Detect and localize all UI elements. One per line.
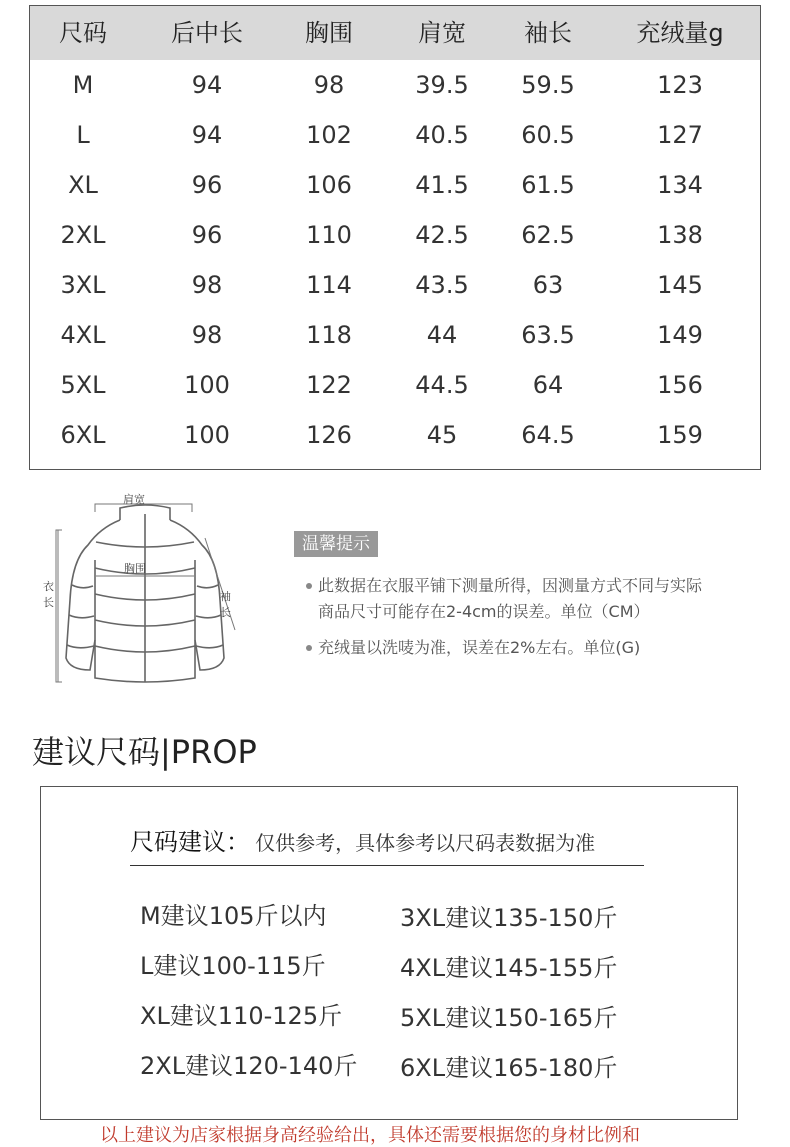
cell-length: 100 bbox=[184, 421, 230, 449]
jacket-measurement-diagram bbox=[40, 490, 250, 690]
recommendation-item: 6XL建议165-180斤 bbox=[400, 1054, 618, 1082]
cell-shoulder: 43.5 bbox=[415, 271, 469, 299]
cell-shoulder: 39.5 bbox=[415, 71, 469, 99]
recommendation-item: 5XL建议150-165斤 bbox=[400, 1004, 618, 1032]
cell-shoulder: 42.5 bbox=[415, 221, 469, 249]
cell-down-fill: 156 bbox=[657, 371, 703, 399]
cell-size: 4XL bbox=[60, 321, 106, 349]
size-table bbox=[29, 5, 761, 470]
cell-sleeve: 61.5 bbox=[521, 171, 575, 199]
cell-size: 5XL bbox=[60, 371, 106, 399]
size-table-header bbox=[30, 6, 760, 60]
cell-size: L bbox=[76, 121, 90, 149]
cell-sleeve: 62.5 bbox=[521, 221, 575, 249]
cell-down-fill: 134 bbox=[657, 171, 703, 199]
cell-size: XL bbox=[68, 171, 98, 199]
header-chest: 胸围 bbox=[305, 19, 353, 47]
cell-sleeve: 60.5 bbox=[521, 121, 575, 149]
cell-chest: 98 bbox=[313, 71, 345, 99]
cell-chest: 122 bbox=[306, 371, 352, 399]
cell-length: 94 bbox=[191, 71, 223, 99]
sleeve-label-2: 长 bbox=[220, 606, 231, 619]
header-sleeve: 袖长 bbox=[524, 19, 572, 47]
header-length: 后中长 bbox=[171, 19, 243, 47]
cell-chest: 118 bbox=[306, 321, 352, 349]
cell-chest: 114 bbox=[306, 271, 352, 299]
cell-length: 98 bbox=[191, 321, 223, 349]
recommendation-item: L建议100-115斤 bbox=[140, 952, 326, 980]
advice-label: 尺码建议： bbox=[130, 828, 250, 856]
cell-sleeve: 64.5 bbox=[521, 421, 575, 449]
recommendation-item: M建议105斤以内 bbox=[140, 902, 327, 930]
header-shoulder: 肩宽 bbox=[418, 19, 466, 47]
cell-size: M bbox=[72, 71, 94, 99]
cell-chest: 102 bbox=[306, 121, 352, 149]
jacket-illustration bbox=[40, 490, 250, 690]
cell-down-fill: 123 bbox=[657, 71, 703, 99]
sleeve-label-1: 袖 bbox=[220, 590, 231, 603]
cell-shoulder: 44 bbox=[426, 321, 458, 349]
tip-line-3: 充绒量以洗唛为准，误差在2%左右。单位(G) bbox=[318, 638, 641, 657]
tip-line-1: 此数据在衣服平铺下测量所得，因测量方式不同与实际 bbox=[318, 576, 703, 595]
cell-shoulder: 41.5 bbox=[415, 171, 469, 199]
size-advice-heading bbox=[130, 822, 644, 866]
shoulder-label: 肩宽 bbox=[123, 493, 145, 506]
cell-shoulder: 40.5 bbox=[415, 121, 469, 149]
cell-chest: 126 bbox=[306, 421, 352, 449]
tips-title: 温馨提示 bbox=[294, 531, 378, 557]
cell-length: 98 bbox=[191, 271, 223, 299]
cell-chest: 106 bbox=[306, 171, 352, 199]
cell-chest: 110 bbox=[306, 221, 352, 249]
recommendation-item: 4XL建议145-155斤 bbox=[400, 954, 618, 982]
cell-down-fill: 145 bbox=[657, 271, 703, 299]
cell-length: 94 bbox=[191, 121, 223, 149]
tip-bullet bbox=[306, 583, 312, 589]
header-down-fill: 充绒量g bbox=[636, 19, 724, 47]
cell-size: 2XL bbox=[60, 221, 106, 249]
cell-down-fill: 127 bbox=[657, 121, 703, 149]
length-label-1: 衣 bbox=[43, 580, 54, 593]
cell-shoulder: 45 bbox=[426, 421, 458, 449]
tip-line-2: 商品尺寸可能存在2-4cm的误差。单位（CM） bbox=[318, 602, 650, 621]
cell-length: 100 bbox=[184, 371, 230, 399]
cell-down-fill: 159 bbox=[657, 421, 703, 449]
cell-sleeve: 63.5 bbox=[521, 321, 575, 349]
cell-shoulder: 44.5 bbox=[415, 371, 469, 399]
length-label-2: 长 bbox=[43, 596, 54, 609]
cell-down-fill: 138 bbox=[657, 221, 703, 249]
tip-bullet bbox=[306, 645, 312, 651]
prop-section-title: 建议尺码|PROP bbox=[32, 733, 257, 771]
cell-sleeve: 64 bbox=[532, 371, 564, 399]
cell-size: 6XL bbox=[60, 421, 106, 449]
recommendation-item: 2XL建议120-140斤 bbox=[140, 1052, 358, 1080]
recommendation-item: XL建议110-125斤 bbox=[140, 1002, 343, 1030]
chest-label: 胸围 bbox=[124, 562, 146, 575]
footer-note: 以上建议为店家根据身高经验给出，具体还需要根据您的身材比例和 bbox=[100, 1125, 640, 1146]
recommendation-item: 3XL建议135-150斤 bbox=[400, 904, 618, 932]
cell-length: 96 bbox=[191, 221, 223, 249]
cell-sleeve: 63 bbox=[532, 271, 564, 299]
advice-note: 仅供参考，具体参考以尺码表数据为准 bbox=[255, 831, 596, 855]
header-size: 尺码 bbox=[59, 19, 107, 47]
cell-length: 96 bbox=[191, 171, 223, 199]
cell-down-fill: 149 bbox=[657, 321, 703, 349]
cell-size: 3XL bbox=[60, 271, 106, 299]
cell-sleeve: 59.5 bbox=[521, 71, 575, 99]
